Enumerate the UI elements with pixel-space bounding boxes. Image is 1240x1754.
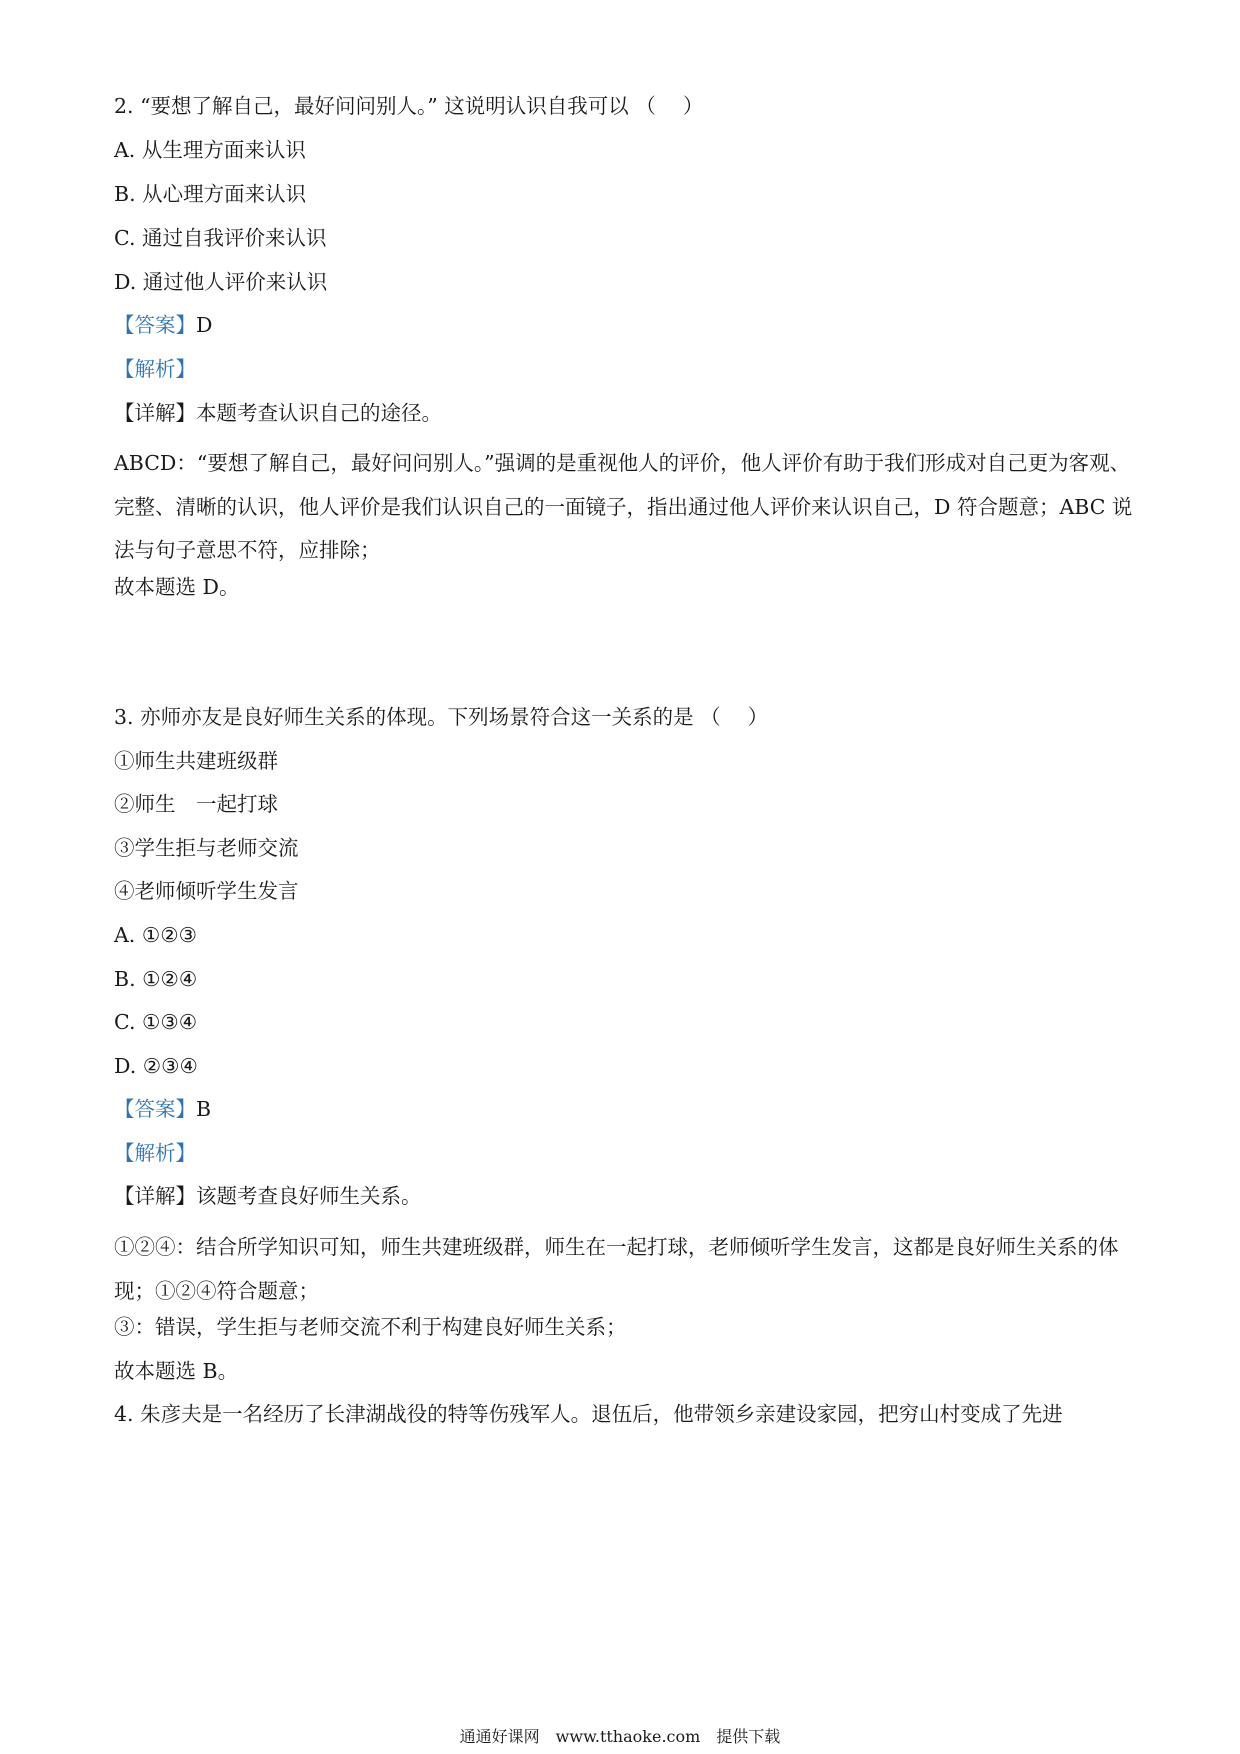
q3-explanation-2: ③：错误，学生拒与老师交流不利于构建良好师生关系； — [114, 1315, 627, 1339]
q3-option-c: C. ①③④ — [114, 1010, 198, 1034]
detail-tag: 【详解】 — [114, 401, 196, 425]
q3-conclusion: 故本题选 B。 — [114, 1359, 239, 1383]
answer-tag: 【答案】 — [114, 1097, 196, 1121]
q2-option-c: C. 通过自我评价来认识 — [114, 226, 327, 250]
q2-analysis-tag: 【解析】 — [114, 357, 196, 381]
q2-detail — [114, 399, 442, 427]
question-2-stem: 2. “要想了解自己，最好问问别人。” 这说明认识自我可以 （ ） — [114, 94, 704, 118]
question-4-stem: 4. 朱彦夫是一名经历了长津湖战役的特等伤残军人。退伍后，他带领乡亲建设家园，把穷山村变成了先进 — [114, 1402, 1063, 1426]
q3-analysis-tag: 【解析】 — [114, 1141, 196, 1165]
q3-option-a: A. ①②③ — [114, 923, 197, 947]
detail-text: 本题考查认识自己的途径。 — [196, 401, 442, 425]
q3-detail — [114, 1182, 422, 1210]
q3-explanation-1: ①②④：结合所学知识可知，师生共建班级群，师生在一起打球，老师倾听学生发言，这都是良好师生关系的体现；①②④符合题意； — [114, 1235, 1119, 1303]
q3-item-1: ①师生共建班级群 — [114, 749, 278, 773]
q3-answer — [114, 1095, 211, 1123]
q3-item-4: ④老师倾听学生发言 — [114, 879, 299, 903]
q3-option-b: B. ①②④ — [114, 967, 198, 991]
detail-text: 该题考查良好师生关系。 — [196, 1184, 422, 1208]
detail-tag: 【详解】 — [114, 1184, 196, 1208]
answer-value: D — [196, 313, 213, 337]
q3-item-3: ③学生拒与老师交流 — [114, 836, 299, 860]
question-3-stem: 3. 亦师亦友是良好师生关系的体现。下列场景符合这一关系的是 （ ） — [114, 705, 769, 729]
q2-option-b: B. 从心理方面来认识 — [114, 182, 307, 206]
q3-option-d: D. ②③④ — [114, 1054, 198, 1078]
q2-option-d: D. 通过他人评价来认识 — [114, 270, 328, 294]
q2-explanation: ABCD：“要想了解自己，最好问问别人。”强调的是重视他人的评价，他人评价有助于我们形成对自己更为客观、完整、清晰的认识，他人评价是我们认识自己的一面镜子，指出通过他人评价来认识自己，D 符合题意；ABC 说法与句子意思不符，应排除； — [114, 451, 1133, 562]
q2-option-a: A. 从生理方面来认识 — [114, 138, 306, 162]
page-footer: 通通好课网 www.tthaoke.com 提供下载 — [459, 1727, 781, 1746]
q2-conclusion: 故本题选 D。 — [114, 575, 240, 599]
answer-tag: 【答案】 — [114, 313, 196, 337]
q3-item-2: ②师生 一起打球 — [114, 792, 278, 816]
answer-value: B — [196, 1097, 212, 1121]
q2-answer — [114, 311, 212, 339]
